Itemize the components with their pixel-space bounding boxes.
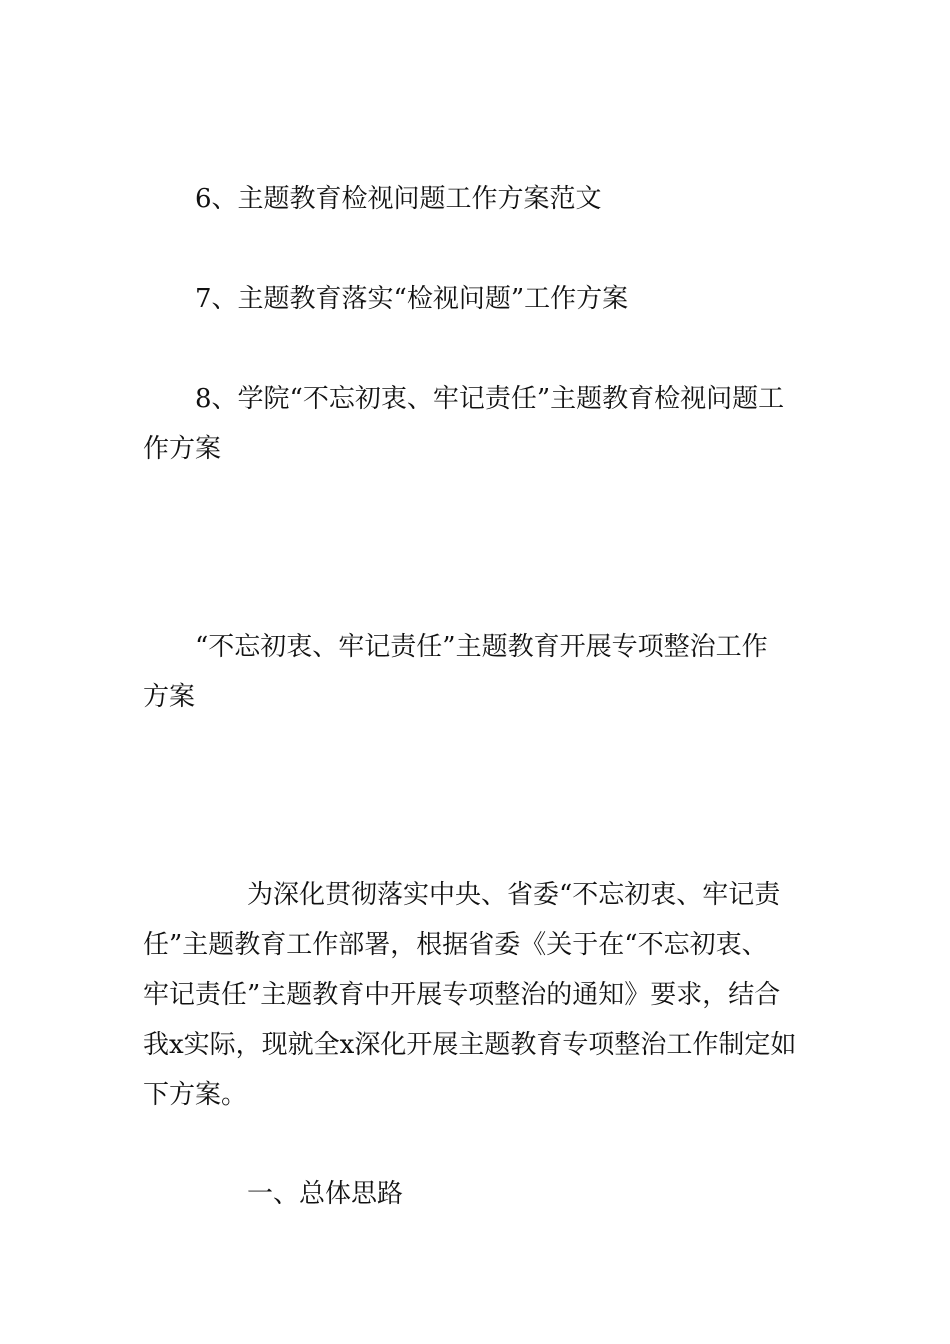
body-paragraph-line-2: 任”主题教育工作部署，根据省委《关于在“不忘初衷、 [143,930,768,960]
document-title-line-1: “不忘初衷、牢记责任”主题教育开展专项整治工作 [195,632,768,662]
body-paragraph-line-4: 我x实际，现就全x深化开展主题教育专项整治工作制定如 [143,1030,797,1060]
section-heading: 一、总体思路 [247,1179,404,1209]
body-paragraph-line-1: 为深化贯彻落实中央、省委“不忘初衷、牢记责 [247,880,781,910]
list-item-8-line-2: 作方案 [143,434,222,464]
list-item-7: 7、主题教育落实“检视问题”工作方案 [195,284,629,314]
document-title-line-2: 方案 [143,682,196,712]
body-paragraph-line-3: 牢记责任”主题教育中开展专项整治的通知》要求，结合 [143,980,781,1010]
body-paragraph-line-5: 下方案。 [143,1080,248,1110]
list-item-6: 6、主题教育检视问题工作方案范文 [195,184,602,214]
list-item-8-line-1: 8、学院“不忘初衷、牢记责任”主题教育检视问题工 [195,384,785,414]
